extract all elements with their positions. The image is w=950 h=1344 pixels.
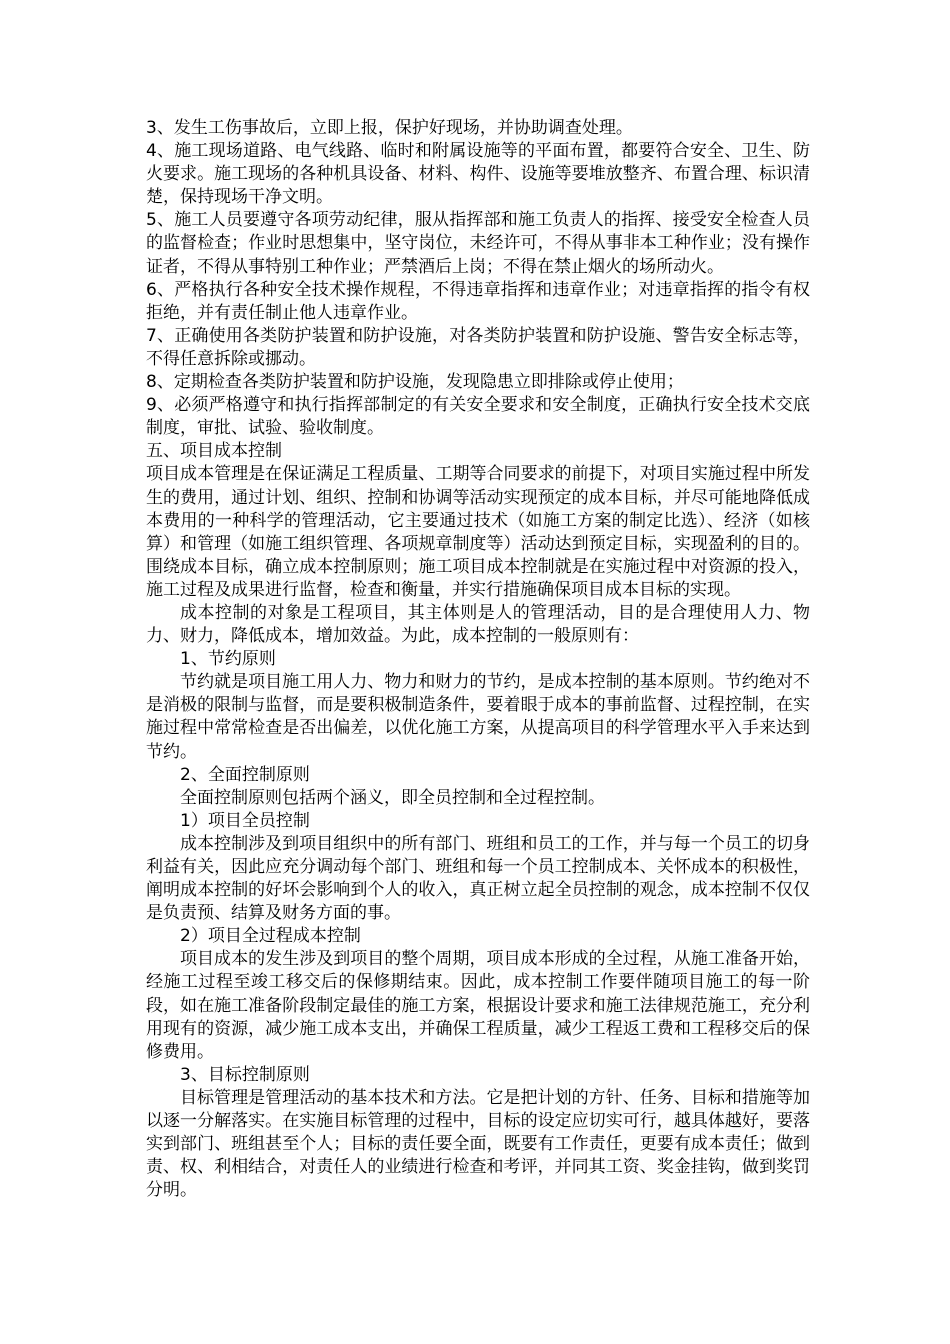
paragraph-all-staff-control: 成本控制涉及到项目组织中的所有部门、班组和员工的工作，并与每一个员工的切身利益有关，因此应充分调动每个部门、班组和每一个员工控制成本、关怀成本的积极性，阐明成本控制的好坏会影响到个人的收入，真正树立起全员控制的观念，成本控制不仅仅是负责预、结算及财务方面的事。: [146, 833, 810, 924]
paragraph-item-6: 6、严格执行各种安全技术操作规程，不得违章指挥和违章作业；对违章指挥的指令有权拒绝，并有责任制止他人违章作业。: [146, 279, 810, 323]
paragraph-item-9: 9、必须严格遵守和执行指挥部制定的有关安全要求和安全制度，正确执行安全技术交底制度，审批、试验、验收制度。: [146, 395, 810, 439]
paragraph-target-control: 目标管理是管理活动的基本技术和方法。它是把计划的方针、任务、目标和措施等加以逐一分解落实。在实施目标管理的过程中，目标的设定应切实可行，越具体越好，要落实到部门、班组甚至个人；目标的责任要全面，既要有工作责任，更要有成本责任；做到责、权、利相结合，对责任人的业绩进行检查和考评，并同其工资、奖金挂钩，做到奖罚分明。: [146, 1087, 810, 1201]
paragraph-whole-process-control: 项目成本的发生涉及到项目的整个周期，项目成本形成的全过程，从施工准备开始，经施工过程至竣工移交后的保修期结束。因此，成本控制工作要伴随项目施工的每一阶段，如在施工准备阶段制定最佳的施工方案，根据设计要求和施工法律规范施工，充分利用现有的资源，减少施工成本支出，并确保工程质量，减少工程返工费和工程移交后的保修费用。: [146, 949, 810, 1062]
paragraph-saving-principle: 节约就是项目施工用人力、物力和财力的节约，是成本控制的基本原则。节约绝对不是消极的限制与监督，而是要积极制造条件，要着眼于成本的事前监督、过程控制，在实施过程中常常检查是否出偏差，以优化施工方案，从提高项目的科学管理水平入手来达到节约。: [146, 672, 810, 762]
paragraph-item-3: 3、发生工伤事故后，立即上报，保护好现场，并协助调查处理。: [146, 118, 633, 138]
paragraph-item-8: 8、定期检查各类防护装置和防护设施，发现隐患立即排除或停止使用；: [146, 372, 684, 393]
paragraph-overall-control: 全面控制原则包括两个涵义，即全员控制和全过程控制。: [180, 787, 605, 808]
subheading-overall-control: 2、全面控制原则: [180, 764, 310, 785]
paragraph-item-4: 4、施工现场道路、电气线路、临时和附属设施等的平面布置，都要符合安全、卫生、防火要求。施工现场的各种机具设备、材料、构件、设施等要堆放整齐、布置合理、标识清楚，保持现场干净文明。: [146, 141, 810, 208]
subheading-whole-process-control: 2）项目全过程成本控制: [180, 926, 361, 947]
section-heading-cost-control: 五、项目成本控制: [146, 441, 282, 462]
paragraph-item-7: 7、正确使用各类防护装置和防护设施，对各类防护装置和防护设施、警告安全标志等，不得任意拆除或挪动。: [146, 325, 810, 369]
paragraph-cost-control-object: 成本控制的对象是工程项目，其主体则是人的管理活动，目的是合理使用人力、物力、财力，降低成本，增加效益。为此，成本控制的一般原则有：: [146, 602, 810, 647]
subheading-target-control: 3、目标控制原则: [180, 1064, 310, 1085]
paragraph-item-5: 5、施工人员要遵守各项劳动纪律，服从指挥部和施工负责人的指挥、接受安全检查人员的监督检查；作业时思想集中，坚守岗位，未经许可，不得从事非本工种作业；没有操作证者，不得从事特别工种作业；严禁酒后上岗；不得在禁止烟火的场所动火。: [146, 210, 810, 277]
subheading-saving-principle: 1、节约原则: [180, 649, 276, 670]
subheading-all-staff-control: 1）项目全员控制: [180, 810, 310, 831]
paragraph-cost-management: 项目成本管理是在保证满足工程质量、工期等合同要求的前提下，对项目实施过程中所发生的费用，通过计划、组织、控制和协调等活动实现预定的成本目标，并尽可能地降低成本费用的一种科学的管理活动，它主要通过技术（如施工方案的制定比选）、经济（如核算）和管理（如施工组织管理、各项规章制度等）活动达到预定目标，实现盈利的目的。围绕成本目标，确立成本控制原则；施工项目成本控制就是在实施过程中对资源的投入，施工过程及成果进行监督，检查和衡量，并实行措施确保项目成本目标的实现。: [146, 464, 810, 600]
document-page: [146, 117, 810, 1202]
